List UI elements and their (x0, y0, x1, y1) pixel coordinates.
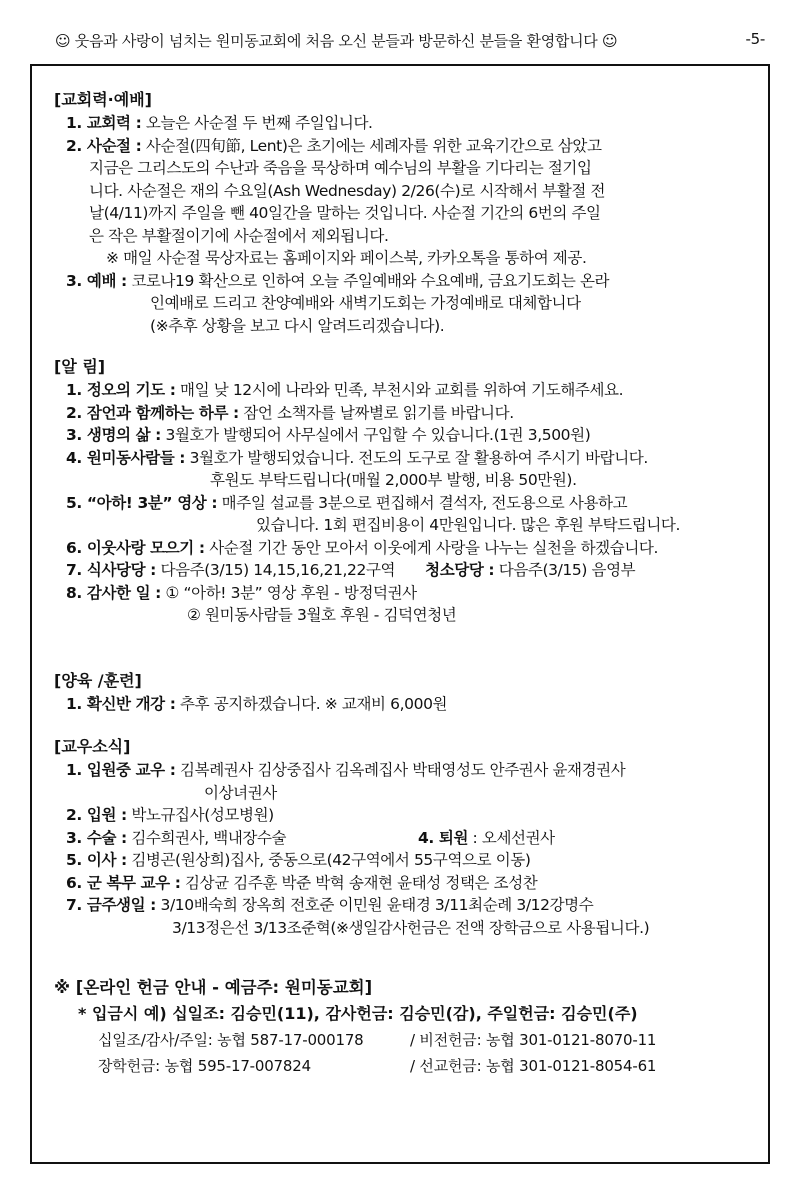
notice-item-7-text: 다음주(3/15) 14,15,16,21,22구역 (155, 561, 396, 579)
bulletin-frame (30, 64, 770, 1164)
notice-item-4-line-1: 3월호가 발행되었습니다. 전도의 도구로 잘 활용하여 주시기 바랍니다. (185, 448, 648, 467)
notice-item-5-label: 5. “아하! 3분” 영상 : (66, 493, 218, 512)
worship-item-1-label: 1. 교회력 : (66, 114, 142, 132)
notice-item-4 (54, 447, 754, 470)
notice-item-1 (54, 379, 754, 402)
members-item-2-label: 2. 입원 : (66, 806, 127, 824)
vision-account: / 비전헌금: 농협 301-0121-8070-11 (410, 1031, 657, 1049)
notice-item-5 (54, 492, 754, 515)
members-item-5 (54, 849, 754, 872)
notice-item-8-line-2: ② 원미동사람들 3월호 후원 - 김덕연청년 (187, 606, 457, 624)
worship-item-3-line-3: (※추후 상황을 보고 다시 알려드리겠습니다). (150, 316, 445, 335)
worship-item-3 (54, 270, 754, 293)
notice-item-6-label: 6. 이웃사랑 모으기 : (66, 538, 205, 557)
members-item-7-line-2: 3/13정은선 3/13조준혁(※생일감사헌금은 전액 장학금으로 사용됩니다.) (172, 918, 650, 937)
training-item-1-text: 추후 공지하겠습니다. ※ 교재비 6,000원 (175, 694, 448, 713)
worship-item-3-label: 3. 예배 : (66, 271, 127, 290)
worship-item-2-line-1: 사순절(四旬節, Lent)은 초기에는 세례자를 위한 교육기간으로 삼았고 (141, 136, 602, 155)
worship-item-2-line-3: 니다. 사순절은 재의 수요일(Ash Wednesday) 2/26(수)로 시작해서 부활절 전 (89, 181, 606, 200)
notice-item-6 (54, 537, 754, 560)
members-item-3-4 (54, 827, 754, 850)
offering-account-row-1 (54, 1027, 754, 1053)
worship-item-2-line-4: 날(4/11)까지 주일을 뺀 40일간을 말하는 것입니다. 사순절 기간의 6번의 주일 (89, 204, 601, 222)
members-item-1-label: 1. 입원중 교우 : (66, 761, 176, 779)
notices-section-title: [알 림] (54, 357, 106, 376)
worship-item-1 (54, 112, 754, 135)
members-item-6-label: 6. 군 복무 교우 : (66, 873, 181, 892)
worship-item-2-label: 2. 사순절 : (66, 136, 142, 155)
offering-account-row-2 (54, 1053, 754, 1079)
members-item-1 (54, 759, 754, 782)
notice-item-4-label: 4. 원미동사람들 : (66, 448, 186, 467)
members-item-3-text: 김수희권사, 백내장수술 (126, 828, 287, 847)
worship-section-title: [교회력·예배] (54, 90, 152, 109)
bulletin-content (54, 88, 754, 1079)
notice-item-5-line-2: 있습니다. 1회 편집비용이 4만원입니다. 많은 후원 부탁드립니다. (256, 516, 680, 534)
worship-item-2-line-5: 은 작은 부활절이기에 사순절에서 제외됩니다. (89, 226, 389, 245)
notice-item-8 (54, 582, 754, 605)
training-item-1-label: 1. 확신반 개강 : (66, 694, 176, 713)
page-header (55, 30, 765, 56)
members-item-6-text: 김상균 김주훈 박준 박혁 송재현 윤태성 정택은 조성찬 (180, 873, 538, 892)
training-item-1 (54, 693, 754, 716)
notice-item-1-text: 매일 낮 12시에 나라와 민족, 부천시와 교회를 위하여 기도해주세요. (175, 381, 624, 399)
notice-item-3 (54, 424, 754, 447)
members-item-4-label: 4. 퇴원 (418, 828, 469, 847)
worship-item-2 (54, 135, 754, 158)
tithe-account: 십일조/감사/주일: 농협 587-17-000178 (98, 1031, 364, 1049)
worship-item-1-text: 오늘은 사순절 두 번째 주일입니다. (141, 114, 373, 132)
members-item-5-label: 5. 이사 : (66, 851, 127, 869)
training-section-title: [양육 /훈련] (54, 670, 142, 690)
online-offering-example: * 입금시 예) 십일조: 김승민(11), 감사헌금: 김승민(감), 주일헌금: 김승민(주) (78, 1004, 638, 1023)
members-section-title: [교우소식] (54, 737, 131, 756)
notice-item-2-label: 2. 잠언과 함께하는 하루 : (66, 403, 239, 422)
worship-item-3-line-1: 코로나19 확산으로 인하여 오늘 주일예배와 수요예배, 금요기도회는 온라 (126, 271, 610, 290)
members-item-3-label: 3. 수술 : (66, 828, 127, 847)
notice-item-2 (54, 402, 754, 425)
members-item-4-text: : 오세선권사 (468, 828, 555, 847)
notice-item-7-label: 7. 식사당당 : (66, 561, 156, 579)
notice-item-3-text: 3월호가 발행되어 사무실에서 구입할 수 있습니다.(1권 3,500원) (160, 426, 591, 444)
notice-item-7 (54, 559, 754, 582)
worship-item-2-line-2: 지금은 그리스도의 수난과 죽음을 묵상하며 예수님의 부활을 기다리는 절기입 (89, 159, 592, 177)
notice-item-5-line-1: 매주일 설교를 3분으로 편집해서 결석자, 전도용으로 사용하고 (217, 493, 628, 512)
members-item-2-text: 박노규집사(성모병원) (126, 806, 274, 824)
notice-item-6-text: 사순절 기간 동안 모아서 이웃에게 사랑을 나누는 실천을 하겠습니다. (204, 538, 658, 557)
notice-item-7-cleaning-label: 청소당당 : (425, 561, 495, 579)
worship-item-3-line-2: 인예배로 드리고 찬양예배와 새벽기도회는 가정예배로 대체합니다 (150, 294, 581, 312)
members-item-7-label: 7. 금주생일 : (66, 896, 156, 914)
members-item-7-line-1: 3/10배숙희 장옥희 전호준 이민원 윤태경 3/11최순례 3/12강명수 (155, 896, 594, 914)
members-item-1-line-1: 김복례권사 김상중집사 김옥례집사 박태영성도 안주권사 윤재경권사 (175, 761, 626, 779)
notice-item-8-line-1: ① “아하! 3분” 영상 후원 - 방정덕권사 (160, 583, 417, 602)
notice-item-7-cleaning-text: 다음주(3/15) 음영부 (494, 561, 636, 579)
notice-item-2-text: 잠언 소책자를 날짜별로 읽기를 바랍니다. (238, 403, 514, 422)
notice-item-8-label: 8. 감사한 일 : (66, 583, 161, 602)
page-number: -5- (745, 30, 765, 48)
members-item-5-text: 김병곤(원상희)집사, 중동으로(42구역에서 55구역으로 이동) (126, 851, 531, 869)
online-offering-title: ※ [온라인 헌금 안내 - 예금주: 원미동교회] (54, 978, 373, 997)
welcome-greeting: ☺ 웃음과 사랑이 넘치는 원미동교회에 처음 오신 분들과 방문하신 분들을 환영합니다 ☺ (55, 32, 618, 50)
mission-account: / 선교헌금: 농협 301-0121-8054-61 (410, 1057, 657, 1075)
members-item-6 (54, 872, 754, 895)
notice-item-4-line-2: 후원도 부탁드립니다(매월 2,000부 발행, 비용 50만원). (210, 471, 577, 489)
members-item-1-line-2: 이상녀권사 (204, 783, 277, 802)
members-item-2 (54, 804, 754, 827)
members-item-7 (54, 894, 754, 917)
scholarship-account: 장학헌금: 농협 595-17-007824 (98, 1057, 311, 1075)
worship-item-2-note: ※ 매일 사순절 묵상자료는 홈페이지와 페이스북, 카카오톡을 통하여 제공. (106, 249, 587, 267)
notice-item-3-label: 3. 생명의 삶 : (66, 426, 161, 444)
notice-item-1-label: 1. 정오의 기도 : (66, 381, 176, 399)
